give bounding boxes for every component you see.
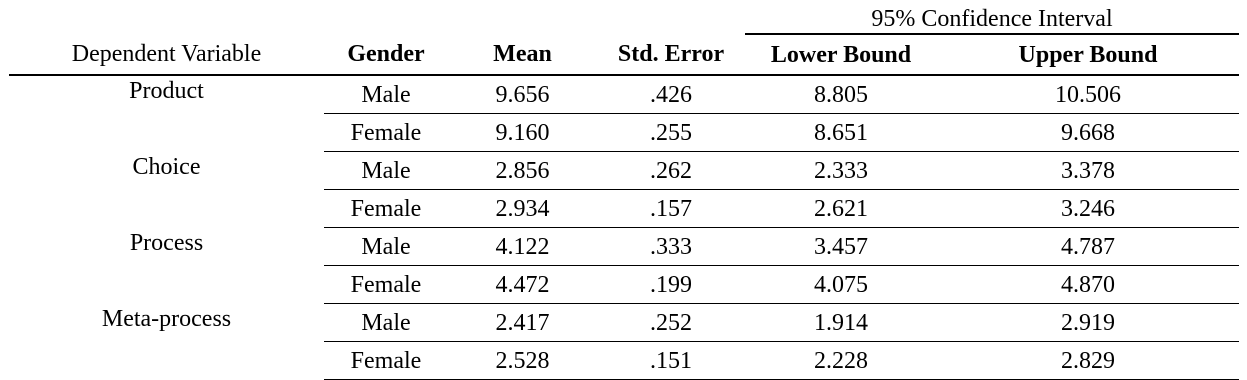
mean-cell: 9.160 — [448, 114, 597, 152]
header-spacer — [324, 0, 448, 34]
column-header-upper-bound: Upper Bound — [937, 34, 1239, 75]
std-error-cell: .426 — [597, 75, 745, 114]
gender-cell: Female — [324, 190, 448, 228]
upper-bound-cell: 4.787 — [937, 228, 1239, 266]
std-error-cell: .157 — [597, 190, 745, 228]
header-spacer — [597, 0, 745, 34]
column-header-lower-bound: Lower Bound — [745, 34, 937, 75]
dependent-variable-cell: Process — [129, 229, 204, 256]
upper-bound-cell: 2.919 — [937, 304, 1239, 342]
header-spacer — [448, 0, 597, 34]
mean-cell: 2.528 — [448, 342, 597, 380]
estimates-table — [9, 0, 1239, 380]
std-error-cell: .255 — [597, 114, 745, 152]
mean-cell: 2.417 — [448, 304, 597, 342]
table-row — [9, 75, 1239, 114]
dependent-variable-cell: Meta-process — [101, 305, 232, 332]
lower-bound-cell: 2.333 — [745, 152, 937, 190]
gender-cell: Male — [324, 75, 448, 114]
upper-bound-cell: 3.246 — [937, 190, 1239, 228]
upper-bound-cell: 9.668 — [937, 114, 1239, 152]
upper-bound-cell: 4.870 — [937, 266, 1239, 304]
gender-cell: Male — [324, 304, 448, 342]
column-header-mean: Mean — [448, 34, 597, 75]
table-row — [9, 228, 1239, 266]
std-error-cell: .151 — [597, 342, 745, 380]
table-body — [9, 75, 1239, 380]
gender-cell: Male — [324, 152, 448, 190]
lower-bound-cell: 2.621 — [745, 190, 937, 228]
column-header-gender: Gender — [324, 34, 448, 75]
ci-group-header: 95% Confidence Interval — [745, 0, 1239, 34]
std-error-cell: .199 — [597, 266, 745, 304]
column-header-dependent-variable: Dependent Variable — [9, 34, 324, 75]
lower-bound-cell: 8.805 — [745, 75, 937, 114]
upper-bound-cell: 3.378 — [937, 152, 1239, 190]
lower-bound-cell: 4.075 — [745, 266, 937, 304]
gender-cell: Male — [324, 228, 448, 266]
mean-cell: 9.656 — [448, 75, 597, 114]
header-row — [9, 34, 1239, 75]
lower-bound-cell: 2.228 — [745, 342, 937, 380]
mean-cell: 2.934 — [448, 190, 597, 228]
header-spacer — [9, 0, 324, 34]
mean-cell: 2.856 — [448, 152, 597, 190]
gender-cell: Female — [324, 266, 448, 304]
upper-bound-cell: 2.829 — [937, 342, 1239, 380]
column-header-std-error: Std. Error — [597, 34, 745, 75]
lower-bound-cell: 8.651 — [745, 114, 937, 152]
dependent-variable-cell: Choice — [132, 153, 201, 180]
mean-cell: 4.472 — [448, 266, 597, 304]
header-super-row — [9, 0, 1239, 34]
dependent-variable-cell: Product — [129, 78, 204, 104]
mean-cell: 4.122 — [448, 228, 597, 266]
lower-bound-cell: 1.914 — [745, 304, 937, 342]
upper-bound-cell: 10.506 — [937, 75, 1239, 114]
std-error-cell: .333 — [597, 228, 745, 266]
std-error-cell: .262 — [597, 152, 745, 190]
table-row — [9, 304, 1239, 342]
lower-bound-cell: 3.457 — [745, 228, 937, 266]
gender-cell: Female — [324, 342, 448, 380]
gender-cell: Female — [324, 114, 448, 152]
table-row — [9, 152, 1239, 190]
std-error-cell: .252 — [597, 304, 745, 342]
